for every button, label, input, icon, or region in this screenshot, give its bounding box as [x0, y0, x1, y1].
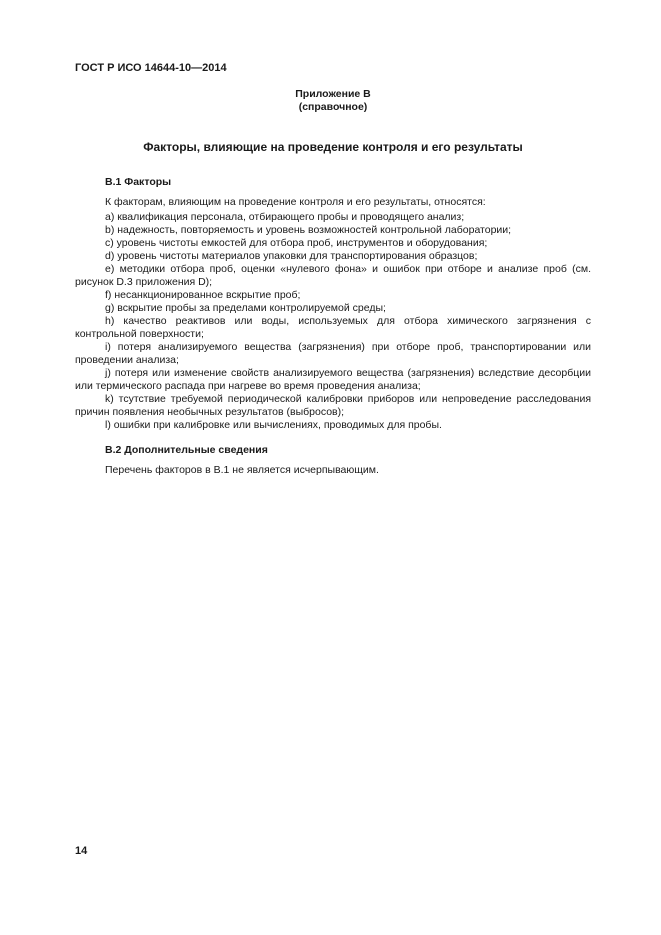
annex-note: (справочное) [298, 101, 368, 113]
list-item: j) потеря или изменение свойств анализируемого вещества (загрязнения) вследствие десорбции или термического распада при нагреве во время проведения анализа; [75, 367, 591, 392]
page-title: Факторы, влияющие на проведение контроля и его результаты [143, 140, 523, 154]
section-heading-b2: B.2 Дополнительные сведения [105, 444, 268, 456]
list-item: h) качество реактивов или воды, используемых для отбора химического загрязнения с контрольной поверхности; [75, 315, 591, 340]
intro-paragraph: К факторам, влияющим на проведение контроля и его результаты, относятся: [105, 196, 486, 208]
list-item: d) уровень чистоты материалов упаковки для транспортирования образцов; [105, 250, 478, 262]
page-number: 14 [75, 845, 88, 857]
list-item: e) методики отбора проб, оценки «нулевого фона» и ошибок при отборе и анализе проб (см. рисунок D.3 приложения D); [75, 263, 591, 288]
list-item: b) надежность, повторяемость и уровень возможностей контрольной лаборатории; [105, 224, 512, 236]
list-item: l) ошибки при калибровке или вычислениях, проводимых для пробы. [105, 419, 442, 431]
list-item: k) тсутствие требуемой периодической калибровки приборов или непроведение расследования причин появления необычных результатов (выбросов); [75, 393, 591, 418]
list-item: g) вскрытие пробы за пределами контролируемой среды; [105, 302, 386, 314]
annex-header [75, 88, 591, 114]
section-heading-b1: B.1 Факторы [105, 176, 172, 188]
list-item: i) потеря анализируемого вещества (загрязнения) при отборе проб, транспортировании или проведении анализа; [75, 341, 591, 366]
list-item: f) несанкционированное вскрытие проб; [105, 289, 301, 301]
closing-paragraph: Перечень факторов в B.1 не является исчерпывающим. [105, 464, 379, 476]
list-item: c) уровень чистоты емкостей для отбора проб, инструментов и оборудования; [105, 237, 488, 249]
page-content [75, 62, 591, 477]
document-code: ГОСТ Р ИСО 14644-10—2014 [75, 62, 227, 74]
annex-label: Приложение В [295, 88, 371, 100]
list-item: a) квалификация персонала, отбирающего пробы и проводящего анализ; [105, 211, 465, 223]
